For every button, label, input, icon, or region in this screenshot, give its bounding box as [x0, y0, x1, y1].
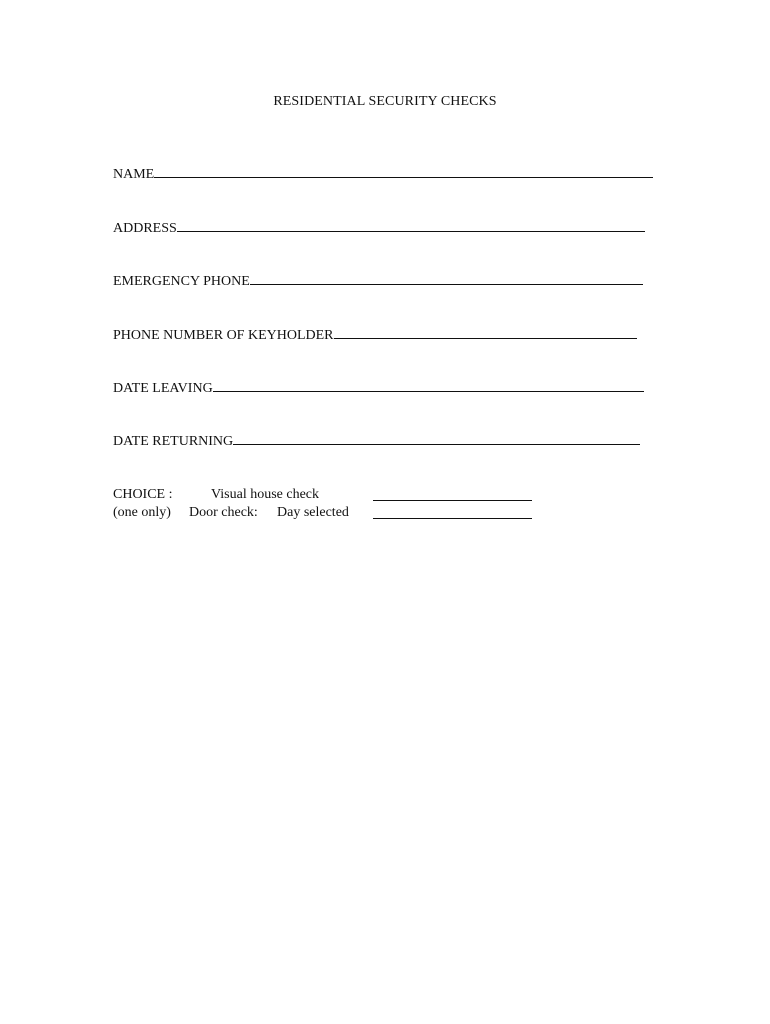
name-input-line[interactable] [154, 165, 653, 178]
visual-house-check-option: Visual house check [211, 487, 320, 502]
address-field[interactable] [113, 219, 645, 237]
door-check-label: Door check: [189, 505, 258, 520]
keyholder-phone-field[interactable] [113, 326, 637, 344]
emergency-phone-input-line[interactable] [250, 272, 643, 285]
date-leaving-label: DATE LEAVING [113, 381, 213, 396]
keyholder-phone-label: PHONE NUMBER OF KEYHOLDER [113, 328, 334, 343]
address-label: ADDRESS [113, 221, 177, 236]
date-returning-input-line[interactable] [233, 432, 640, 445]
page-title: RESIDENTIAL SECURITY CHECKS [273, 94, 497, 109]
name-field[interactable] [113, 165, 653, 183]
emergency-phone-label: EMERGENCY PHONE [113, 274, 250, 289]
day-selected-option: Day selected [277, 505, 349, 520]
name-label: NAME [113, 167, 155, 182]
date-leaving-input-line[interactable] [213, 379, 644, 392]
date-returning-label: DATE RETURNING [113, 434, 234, 449]
address-input-line[interactable] [177, 219, 645, 232]
day-selected-line[interactable] [373, 506, 532, 519]
emergency-phone-field[interactable] [113, 272, 643, 290]
keyholder-phone-input-line[interactable] [334, 326, 637, 339]
choice-sublabel: (one only) [113, 505, 171, 520]
date-returning-field[interactable] [113, 432, 640, 450]
visual-house-check-line[interactable] [373, 488, 532, 501]
choice-label: CHOICE : [113, 487, 173, 502]
date-leaving-field[interactable] [113, 379, 644, 397]
